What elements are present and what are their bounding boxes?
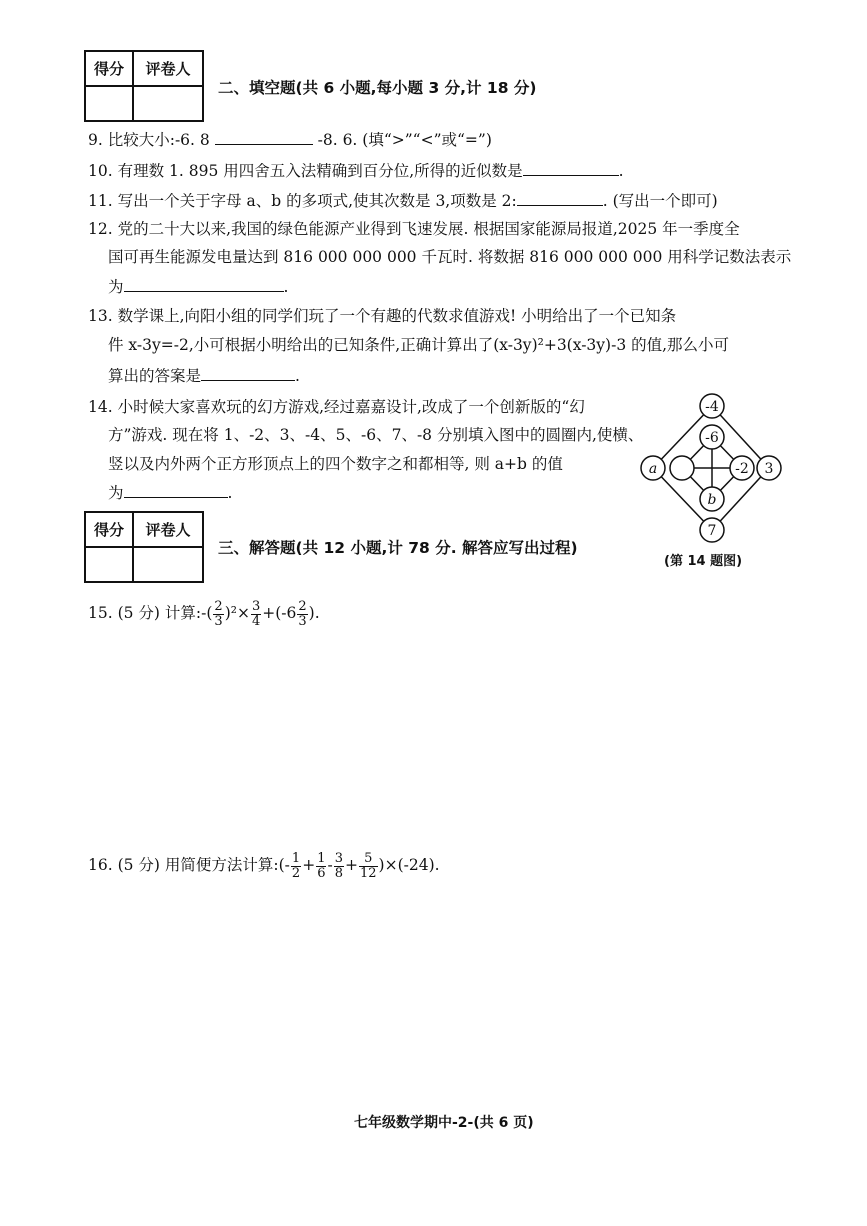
q15-fraction-3 — [297, 600, 307, 629]
q15-fraction-2 — [251, 600, 261, 629]
label-bottom: 7 — [707, 523, 717, 539]
q12-line3 — [108, 275, 288, 298]
label-inner-right: -2 — [735, 461, 749, 477]
denominator: 6 — [317, 865, 326, 881]
q16-op3: + — [345, 856, 358, 874]
numerator: 1 — [317, 850, 326, 866]
question-11 — [88, 189, 718, 212]
q14-line1: 14. 小时候大家喜欢玩的幻方游戏,经过嘉嘉设计,改成了一个创新版的“幻 — [88, 398, 585, 416]
q16-end: )×(-24). — [378, 856, 440, 874]
q13-text-a: 算出的答案是 — [108, 367, 202, 385]
grader-cell[interactable] — [133, 547, 203, 582]
numerator: 3 — [251, 598, 261, 614]
figure14-caption: (第 14 题图) — [664, 554, 743, 569]
q13-text-b: . — [295, 367, 300, 385]
section3-title: 三、解答题(共 12 小题,计 78 分. 解答应写出过程) — [218, 539, 578, 557]
score-table-section3 — [84, 511, 204, 583]
label-left: a — [648, 461, 658, 477]
denominator: 4 — [251, 613, 261, 629]
numerator: 1 — [291, 850, 301, 866]
denominator: 2 — [291, 865, 301, 881]
q16-fraction-4 — [359, 852, 378, 881]
q12-line2: 国可再生能源发电量达到 816 000 000 000 千瓦时. 将数据 816 000 000 000 用科学记数法表示 — [108, 248, 792, 266]
question-9 — [88, 128, 492, 151]
q15-fraction-1 — [213, 600, 223, 629]
score-header: 得分 — [85, 51, 133, 86]
label-inner-bottom: b — [707, 492, 717, 508]
q10-text-a: 10. 有理数 1. 895 用四舍五入法精确到百分位,所得的近似数是 — [88, 162, 523, 180]
label-right: 3 — [764, 461, 774, 477]
q14-line4 — [108, 481, 232, 504]
page-footer: 七年级数学期中-2-(共 6 页) — [354, 1115, 534, 1131]
q10-blank[interactable] — [523, 159, 619, 176]
grader-header: 评卷人 — [133, 51, 203, 86]
q9-text-b: -8. 6. (填“>”“<”或“=”) — [312, 131, 492, 149]
magic-square-figure — [634, 392, 794, 552]
label-inner-top: -6 — [705, 430, 719, 446]
score-header: 得分 — [85, 512, 133, 547]
q15-prefix: 15. (5 分) 计算:-( — [88, 604, 213, 622]
q15-end: ). — [308, 604, 320, 622]
label-top: -4 — [705, 399, 719, 415]
score-table-section2 — [84, 50, 204, 122]
q12-text-a: 为 — [108, 278, 124, 296]
q11-blank[interactable] — [517, 189, 603, 206]
numerator: 3 — [334, 850, 343, 866]
q14-text-a: 为 — [108, 484, 124, 502]
denominator: 8 — [334, 865, 343, 881]
q13-blank[interactable] — [201, 364, 295, 381]
score-cell[interactable] — [85, 86, 133, 121]
question-10 — [88, 159, 624, 182]
q16-fraction-1 — [291, 852, 301, 881]
q12-blank[interactable] — [124, 275, 284, 292]
score-cell[interactable] — [85, 547, 133, 582]
numerator: 2 — [298, 598, 307, 614]
denominator: 3 — [298, 613, 307, 629]
q15-power: )²× — [224, 604, 250, 622]
section2-title: 二、填空题(共 6 小题,每小题 3 分,计 18 分) — [218, 79, 537, 97]
q14-line2: 方”游戏. 现在将 1、-2、3、-4、5、-6、7、-8 分别填入图中的圆圈内,使横、 — [108, 426, 644, 444]
q13-line1: 13. 数学课上,向阳小组的同学们玩了一个有趣的代数求值游戏! 小明给出了一个已知条 — [88, 307, 677, 325]
denominator: 12 — [360, 865, 377, 881]
grader-header: 评卷人 — [133, 512, 203, 547]
question-15 — [88, 598, 320, 629]
q14-line3: 竖以及内外两个正方形顶点上的四个数字之和都相等, 则 a+b 的值 — [108, 455, 563, 473]
q12-text-b: . — [283, 278, 289, 296]
q16-prefix: 16. (5 分) 用简便方法计算:(- — [88, 856, 290, 874]
q16-fraction-2 — [316, 852, 326, 881]
q14-blank[interactable] — [124, 481, 228, 498]
circle-inner-left — [670, 456, 694, 480]
q9-blank[interactable] — [215, 128, 313, 145]
q16-fraction-3 — [334, 852, 344, 881]
q9-text-a: 9. 比较大小:-6. 8 — [88, 131, 215, 149]
numerator: 5 — [359, 852, 378, 867]
denominator: 3 — [214, 613, 223, 629]
grader-cell[interactable] — [133, 86, 203, 121]
q11-text-b: . (写出一个即可) — [602, 192, 718, 210]
q13-line3 — [108, 364, 300, 387]
q16-op1: + — [302, 856, 316, 874]
question-16 — [88, 850, 440, 881]
q11-text-a: 11. 写出一个关于字母 a、b 的多项式,使其次数是 3,项数是 2: — [88, 192, 517, 210]
q13-line2: 件 x-3y=-2,小可根据小明给出的已知条件,正确计算出了(x-3y)²+3(x-3y)-3 的值,那么小可 — [108, 336, 730, 354]
numerator: 2 — [214, 598, 223, 614]
q16-op2: - — [327, 856, 333, 874]
q14-text-b: . — [227, 484, 233, 502]
q10-text-b: . — [618, 162, 624, 180]
q15-mid: +(-6 — [262, 604, 297, 622]
q12-line1: 12. 党的二十大以来,我国的绿色能源产业得到飞速发展. 根据国家能源局报道,2025 年一季度全 — [88, 220, 740, 238]
